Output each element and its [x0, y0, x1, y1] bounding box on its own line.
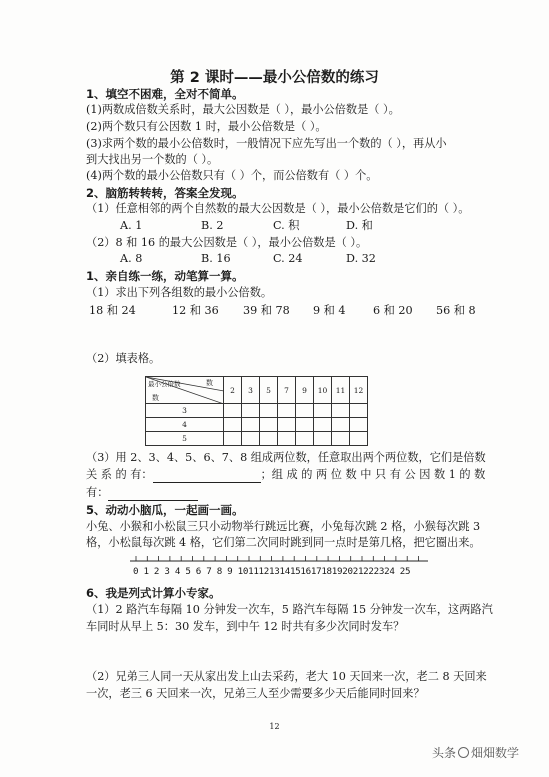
table-cell[interactable]: [332, 418, 350, 432]
watermark-name: 畑畑数学: [471, 746, 520, 760]
number-line: [130, 545, 428, 567]
lcm-table: [145, 376, 368, 446]
corner-label-top: 数: [206, 379, 213, 387]
s6-question-1-line-1: （1）2 路汽车每隔 10 分钟发一次车，5 路汽车每隔 15 分钟发一次车，这两路汽: [86, 603, 493, 616]
s6-question-2-line-1: （2）兄弟三人同一天从家出发上山去采药，老大 10 天回来一次，老二 8 天回来: [86, 670, 487, 683]
table-cell[interactable]: [260, 418, 278, 432]
table-cell[interactable]: [332, 404, 350, 418]
corner-label-left: 数: [152, 394, 159, 402]
table-col-header: 9: [296, 377, 314, 404]
table-col-header: 2: [224, 377, 242, 404]
s6-question-1-line-2: 车同时从早上 5：30 发车，到中午 12 时共有多少次同时发车？: [86, 620, 405, 633]
table-cell[interactable]: [278, 432, 296, 446]
s3-question-3-line-3: [86, 486, 198, 501]
table-cell[interactable]: [224, 418, 242, 432]
lcm-pair-5: 6 和 20: [373, 304, 413, 317]
s3-q3-suffix: ；组 成 的 两 位 数 中 只 有 公 因 数 1 的 数: [260, 468, 486, 481]
table-cell[interactable]: [350, 432, 368, 446]
s2-q2-option-c: C. 24: [273, 252, 303, 265]
s3-question-1: （1）求出下列各组数的最小公倍数。: [86, 286, 273, 299]
section-1-heading: 1、填空不困难，全对不简单。: [86, 87, 244, 101]
s3-question-3-line-2: [86, 468, 485, 483]
s2-q1-option-d: D. 和: [346, 219, 373, 232]
s2-q1-option-c: C. 积: [273, 219, 300, 232]
s2-q1-option-a: A. 1: [120, 219, 143, 232]
table-cell[interactable]: [242, 432, 260, 446]
table-row-header: 3: [146, 404, 224, 418]
s3-q3-have: 有：: [86, 486, 109, 499]
table-cell[interactable]: [296, 418, 314, 432]
section-3-heading: 1、亲自练一练，动笔算一算。: [86, 269, 244, 283]
table-cell[interactable]: [296, 404, 314, 418]
lcm-pair-4: 9 和 4: [313, 304, 346, 317]
page-title: 第 2 课时——最小公倍数的练习: [170, 70, 379, 86]
table-corner-cell: [146, 377, 224, 404]
s2-q2-option-b: B. 16: [201, 252, 231, 265]
s2-q1-option-b: B. 2: [201, 219, 224, 232]
lcm-pair-2: 12 和 36: [172, 304, 219, 317]
table-col-header: 11: [332, 377, 350, 404]
s1-line-3: (3)求两个数的最小公倍数时，一般情况下应先写出一个数的（ ），再从小: [86, 137, 447, 150]
s2-q2-option-a: A. 8: [120, 252, 143, 265]
s3-question-2: （2）填表格。: [86, 352, 161, 365]
table-cell[interactable]: [314, 418, 332, 432]
section-6-heading: 6、我是列式计算小专家。: [86, 586, 221, 600]
table-row-header: 4: [146, 418, 224, 432]
table-cell[interactable]: [242, 418, 260, 432]
table-cell[interactable]: [332, 432, 350, 446]
at-icon: [458, 747, 469, 758]
table-cell[interactable]: [350, 418, 368, 432]
table-cell[interactable]: [314, 432, 332, 446]
s3-question-3-line-1: （3）用 2、3、4、5、6、7、8 组成两位数，任意取出两个两位数，它们是倍数: [86, 451, 486, 464]
s6-question-2-line-2: 一次，老三 6 天回来一次，兄弟三人至少需要多少天后能同时回来？: [86, 687, 425, 700]
watermark-prefix: 头条: [432, 746, 457, 760]
table-cell[interactable]: [314, 404, 332, 418]
s1-line-1: (1)两数成倍数关系时，最大公因数是（ ），最小公倍数是（ ）。: [86, 103, 400, 116]
s1-line-4: 到大找出另一个数的（ ）。: [86, 153, 219, 166]
table-cell[interactable]: [260, 432, 278, 446]
table-col-header: 7: [278, 377, 296, 404]
watermark: [432, 744, 519, 761]
section-2-heading: 2、脑筋转转转，答案全发现。: [86, 186, 244, 200]
table-cell[interactable]: [224, 404, 242, 418]
table-col-header: 5: [260, 377, 278, 404]
lcm-pair-6: 56 和 8: [436, 304, 476, 317]
lcm-pair-1: 18 和 24: [89, 304, 136, 317]
s2-question-1: （1）任意相邻的两个自然数的最大公因数是（ ），最小公倍数是它们的（ ）。: [86, 202, 470, 215]
table-cell[interactable]: [260, 404, 278, 418]
number-line-labels: 0 1 2 3 4 5 6 7 8 9 101112131415161718192021222324 25: [133, 566, 411, 577]
table-cell[interactable]: [242, 404, 260, 418]
table-row-header: 5: [146, 432, 224, 446]
s2-q2-option-d: D. 32: [346, 252, 376, 265]
corner-label-mid: 最小公倍数: [148, 380, 181, 388]
table-cell[interactable]: [350, 404, 368, 418]
table-col-header: 12: [350, 377, 368, 404]
table-col-header: 3: [242, 377, 260, 404]
table-cell[interactable]: [278, 418, 296, 432]
table-cell[interactable]: [296, 432, 314, 446]
table-cell[interactable]: [278, 404, 296, 418]
answer-blank-multiples[interactable]: [153, 468, 261, 483]
s5-line-2: 格，小松鼠每次跳 4 格，它们第二次同时跳到同一点时是第几格，把它圈出来。: [86, 536, 481, 549]
s3-q3-prefix: 关 系 的 有：: [86, 468, 153, 481]
answer-blank-coprime[interactable]: [108, 486, 198, 501]
table-col-header: 10: [314, 377, 332, 404]
page-number: 12: [269, 722, 280, 731]
lcm-pair-3: 39 和 78: [243, 304, 290, 317]
s1-line-2: (2)两个数只有公因数 1 时，最小公倍数是（ ）。: [86, 120, 327, 133]
section-5-heading: 5、动动小脑瓜，一起画一画。: [86, 503, 244, 517]
table-cell[interactable]: [224, 432, 242, 446]
s1-line-5: (4)两个数的最小公倍数只有（ ）个，而公倍数有（ ）个。: [86, 169, 378, 182]
s2-question-2: （2）8 和 16 的最大公因数是（ ），最小公倍数是（ ）。: [86, 236, 368, 249]
s5-line-1: 小兔、小猴和小松鼠三只小动物举行跳远比赛，小兔每次跳 2 格，小猴每次跳 3: [86, 520, 481, 533]
